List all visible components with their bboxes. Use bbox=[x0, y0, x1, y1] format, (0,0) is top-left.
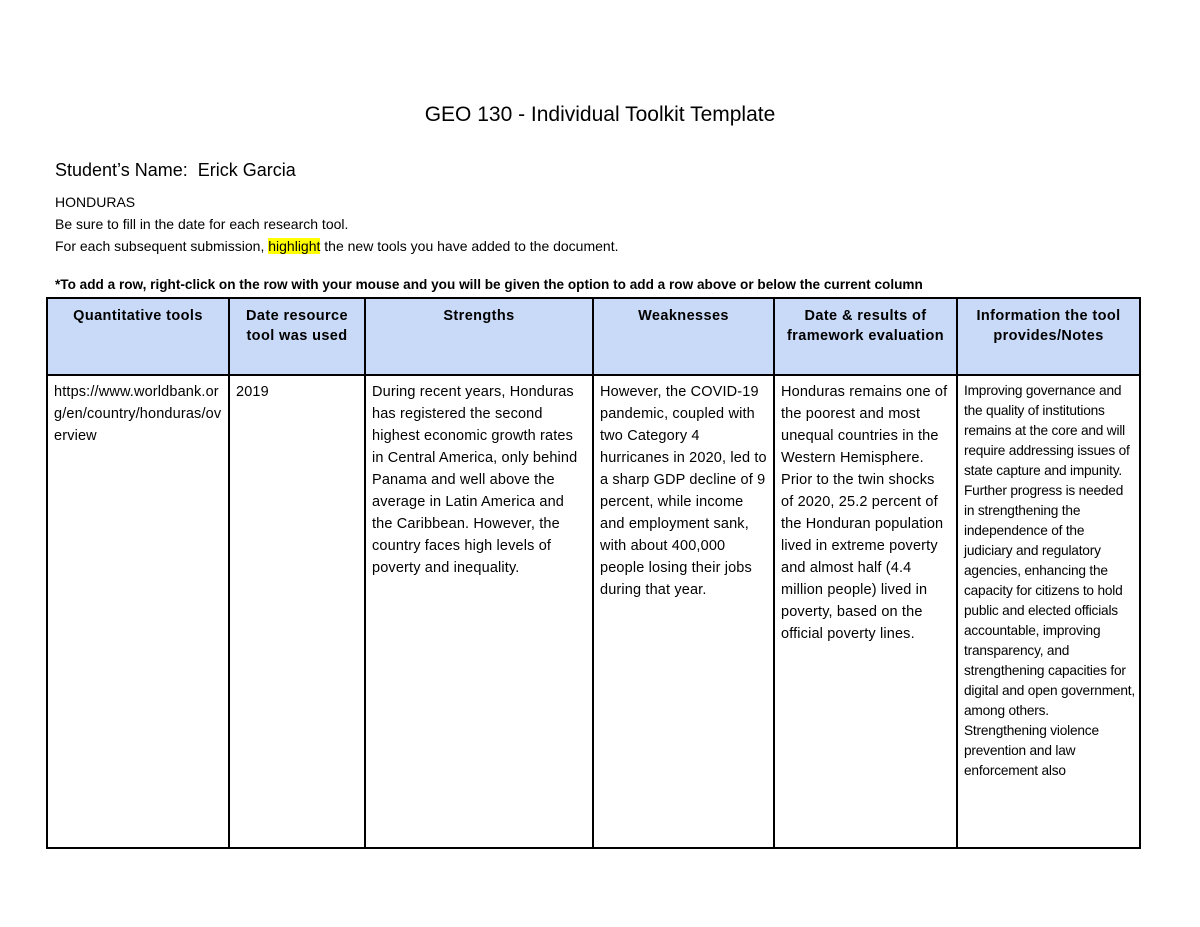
table-row bbox=[47, 375, 1140, 848]
tool-url-cell[interactable]: https://www.worldbank.org/en/country/honduras/overview bbox=[47, 375, 229, 848]
country-label: HONDURAS bbox=[55, 194, 136, 210]
submission-text-after: the new tools you have added to the document. bbox=[320, 238, 619, 254]
header-framework-evaluation: Date & results of framework evaluation bbox=[774, 298, 957, 375]
toolkit-table bbox=[46, 297, 1141, 849]
header-weaknesses: Weaknesses bbox=[593, 298, 774, 375]
add-row-instruction: *To add a row, right-click on the row with your mouse and you will be given the option to add a row above or below the current column bbox=[55, 277, 923, 292]
student-name-line bbox=[55, 158, 296, 182]
notes-cell: Improving governance and the quality of institutions remains at the core and will require addressing issues of state capture and impunity. Further progress is needed in strengthening the independence of the judiciary and regulatory agencies, enhancing the capacity for citizens to hold public and elected officials accountable, improving transparency, and strengthening capacities for digital and open government, among others. Strengthening violence prevention and law enforcement also bbox=[957, 375, 1140, 848]
submission-text-before: For each subsequent submission, bbox=[55, 238, 269, 254]
strengths-cell: During recent years, Honduras has registered the second highest economic growth rates in Central America, only behind Panama and well above the average in Latin America and the Caribbean. However, the country faces high levels of poverty and inequality. bbox=[365, 375, 593, 848]
student-name-label: Student’s Name: bbox=[55, 160, 188, 180]
intro-text bbox=[55, 191, 619, 257]
table-header-row bbox=[47, 298, 1140, 375]
header-quantitative-tools: Quantitative tools bbox=[47, 298, 229, 375]
student-name-value: Erick Garcia bbox=[197, 160, 296, 180]
highlighted-word: highlight bbox=[268, 238, 321, 254]
evaluation-line-1: Honduras remains one of bbox=[781, 384, 948, 400]
header-date-used: Date resource tool was used bbox=[229, 298, 365, 375]
header-notes: Information the tool provides/Notes bbox=[957, 298, 1140, 375]
date-cell: 2019 bbox=[229, 375, 365, 848]
weaknesses-cell: However, the COVID-19 pandemic, coupled with two Category 4 hurricanes in 2020, led to a sharp GDP decline of 9 percent, while income and employment sank, with about 400,000 people losing their jobs during that year. bbox=[593, 375, 774, 848]
date-reminder: Be sure to fill in the date for each research tool. bbox=[55, 216, 349, 232]
submission-reminder bbox=[55, 235, 619, 257]
document-title: GEO 130 - Individual Toolkit Template bbox=[424, 103, 776, 126]
evaluation-cell bbox=[774, 375, 957, 848]
header-strengths: Strengths bbox=[365, 298, 593, 375]
evaluation-line-2: the poorest and most unequal countries in the Western Hemisphere. Prior to the twin shocks of 2020, 25.2 percent of the Honduran population lived in extreme poverty and almost half (4.4 million people) lived in poverty, based on the official poverty lines. bbox=[781, 406, 944, 642]
